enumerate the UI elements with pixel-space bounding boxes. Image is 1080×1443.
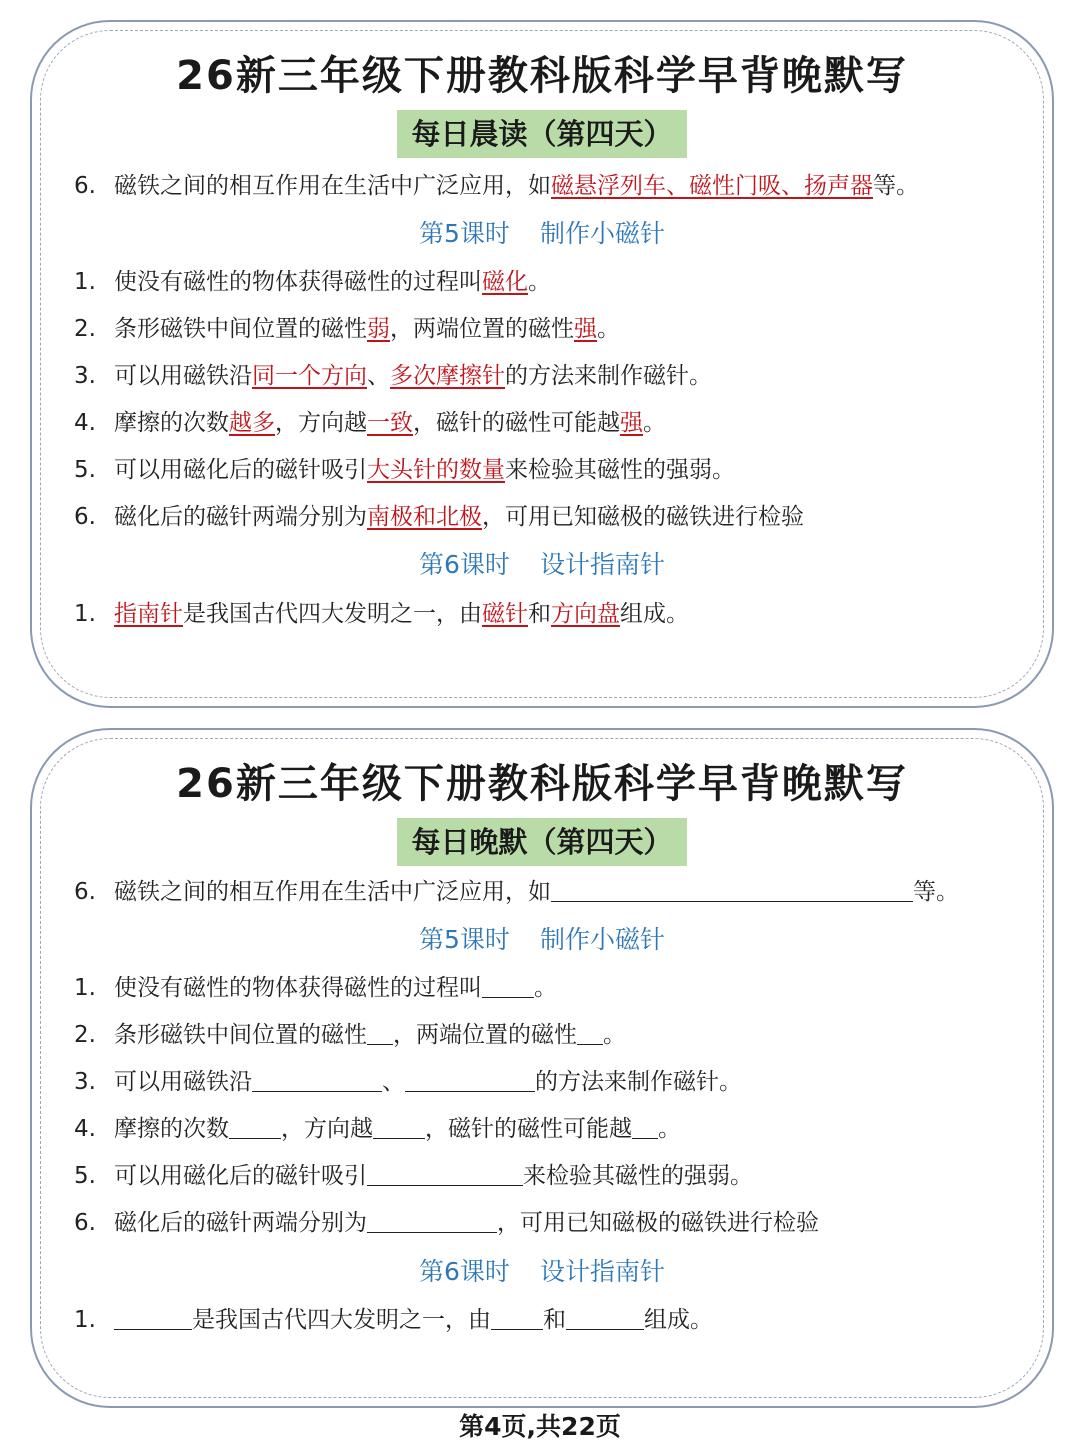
answer: 一致 — [367, 410, 413, 436]
list-item: 4. 摩擦的次数 ，方向越 ，磁针的磁性可能越 。 — [74, 1116, 681, 1142]
lesson-heading: 第6课时 设计指南针 — [419, 550, 665, 579]
list-item: 2. 条形磁铁中间位置的磁性 ，两端位置的磁性 。 — [74, 1022, 626, 1048]
list-item: 6. 磁铁之间的相互作用在生活中广泛应用，如磁悬浮列车、磁性门吸、扬声器等。 — [74, 173, 919, 199]
list-item: 4. 摩擦的次数越多，方向越一致，磁针的磁性可能越强。 — [74, 410, 666, 436]
lesson-heading: 第6课时 设计指南针 — [419, 1257, 665, 1286]
section-subtitle: 每日晚默（第四天） — [397, 818, 686, 866]
answer: 强 — [574, 316, 597, 342]
page-title: 26新三年级下册教科版科学早背晚默写 — [176, 761, 908, 807]
answer: 同一个方向 — [252, 363, 367, 389]
answer-blank[interactable] — [566, 1305, 644, 1330]
section-subtitle: 每日晨读（第四天） — [397, 110, 686, 158]
page-title: 26新三年级下册教科版科学早背晚默写 — [176, 53, 908, 99]
list-item: 1. 使没有磁性的物体获得磁性的过程叫磁化。 — [74, 269, 551, 295]
list-item: 5. 可以用磁化后的磁针吸引大头针的数量来检验其磁性的强弱。 — [74, 457, 735, 483]
answer-blank[interactable] — [367, 1020, 393, 1045]
answer-blank[interactable] — [632, 1114, 658, 1139]
list-item: 6. 磁铁之间的相互作用在生活中广泛应用，如 等。 — [74, 879, 959, 905]
lesson-heading: 第5课时 制作小磁针 — [419, 925, 665, 954]
answer-blank[interactable] — [114, 1305, 192, 1330]
answer: 多次摩擦针 — [390, 363, 505, 389]
answer: 方向盘 — [551, 601, 620, 627]
answer: 越多 — [229, 410, 275, 436]
answer-blank[interactable] — [229, 1114, 281, 1139]
answer: 弱 — [367, 316, 390, 342]
list-item: 3. 可以用磁铁沿 、 的方法来制作磁针。 — [74, 1069, 742, 1095]
answer-blank[interactable] — [551, 877, 913, 902]
answer: 磁悬浮列车、磁性门吸、扬声器 — [551, 173, 873, 199]
answer-blank[interactable] — [482, 973, 534, 998]
list-item: 1. 使没有磁性的物体获得磁性的过程叫 。 — [74, 975, 557, 1001]
answer-blank[interactable] — [367, 1208, 497, 1233]
list-item: 5. 可以用磁化后的磁针吸引 来检验其磁性的强弱。 — [74, 1163, 753, 1189]
answer-blank[interactable] — [405, 1067, 535, 1092]
answer: 大头针的数量 — [367, 457, 505, 483]
morning-reading-card — [30, 20, 1054, 708]
answer-blank[interactable] — [491, 1305, 543, 1330]
lesson-heading: 第5课时 制作小磁针 — [419, 219, 665, 248]
list-item: 1. 指南针是我国古代四大发明之一，由磁针和方向盘组成。 — [74, 601, 689, 627]
page-number: 第4页,共22页 — [459, 1412, 621, 1441]
answer-blank[interactable] — [577, 1020, 603, 1045]
list-item: 3. 可以用磁铁沿同一个方向、多次摩擦针的方法来制作磁针。 — [74, 363, 712, 389]
answer: 指南针 — [114, 601, 183, 627]
list-item: 6. 磁化后的磁针两端分别为 ，可用已知磁极的磁铁进行检验 — [74, 1210, 819, 1236]
answer-blank[interactable] — [367, 1161, 523, 1186]
answer: 磁针 — [482, 601, 528, 627]
answer-blank[interactable] — [373, 1114, 425, 1139]
answer: 磁化 — [482, 269, 528, 295]
answer: 强 — [620, 410, 643, 436]
list-item: 2. 条形磁铁中间位置的磁性弱，两端位置的磁性强。 — [74, 316, 620, 342]
answer-blank[interactable] — [252, 1067, 382, 1092]
list-item: 1. 是我国古代四大发明之一，由 和 组成。 — [74, 1307, 713, 1333]
answer: 南极和北极 — [367, 504, 482, 530]
evening-dictation-card — [30, 728, 1054, 1408]
list-item: 6. 磁化后的磁针两端分别为南极和北极，可用已知磁极的磁铁进行检验 — [74, 504, 804, 530]
